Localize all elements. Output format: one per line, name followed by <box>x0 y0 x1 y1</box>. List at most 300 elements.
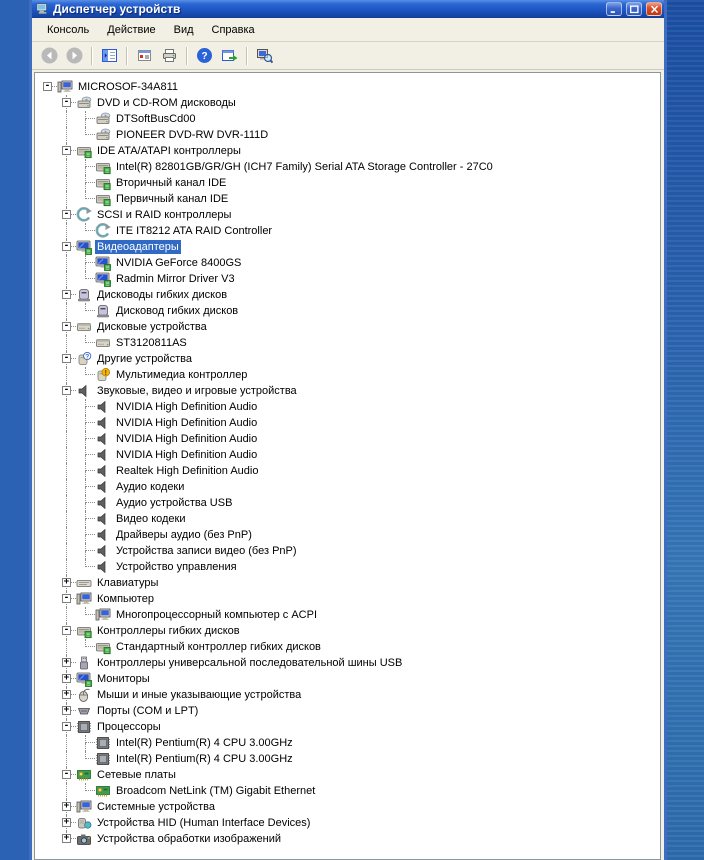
expand-toggle-minus[interactable]: - <box>63 769 70 779</box>
cdrom-device-icon <box>95 111 111 127</box>
tree-node-label[interactable]: Устройства обработки изображений <box>97 833 282 845</box>
tree-connector <box>76 111 95 127</box>
scan-hardware-changes-button[interactable] <box>253 45 276 67</box>
tree-node-label[interactable]: Видеоадаптеры <box>97 241 179 253</box>
tree-node-label[interactable]: NVIDIA High Definition Audio <box>116 449 258 461</box>
menu-item-help[interactable]: Справка <box>211 23 255 36</box>
tree-guide <box>38 815 57 831</box>
computer-device-icon <box>76 799 92 815</box>
tree-connector <box>76 607 95 623</box>
tree-node-label[interactable]: NVIDIA High Definition Audio <box>116 433 258 445</box>
tree-row[interactable] <box>38 479 658 495</box>
window-title: Диспетчер устройств <box>53 2 181 16</box>
unknown-device-icon <box>76 351 92 367</box>
audio-device-icon <box>95 479 111 495</box>
menu-item-console[interactable]: Консоль <box>47 23 90 36</box>
disk-device-icon <box>95 335 111 351</box>
tree-guide <box>57 543 76 559</box>
tree-node-label[interactable]: Устройство управления <box>116 561 237 573</box>
tree-node-label[interactable]: PIONEER DVD-RW DVR-111D <box>116 129 269 141</box>
tree-row[interactable] <box>38 831 658 847</box>
toolbar-separator <box>186 47 188 65</box>
tree-guide <box>57 495 76 511</box>
expand-toggle-minus[interactable]: - <box>44 81 51 91</box>
tree-connector <box>57 95 76 111</box>
tree-connector <box>57 287 76 303</box>
tree-row[interactable] <box>38 95 658 111</box>
toolbar-separator <box>126 47 128 65</box>
tree-guide <box>38 303 57 319</box>
tree-connector <box>57 207 76 223</box>
tree-row[interactable] <box>38 687 658 703</box>
tree-connector <box>76 463 95 479</box>
tree-row[interactable] <box>38 239 658 255</box>
tree-guide <box>57 175 76 191</box>
tree-connector <box>57 575 76 591</box>
expand-toggle-plus[interactable]: + <box>63 705 70 715</box>
expand-toggle-minus[interactable]: - <box>63 593 70 603</box>
tree-guide <box>38 191 57 207</box>
hid-device-icon <box>76 815 92 831</box>
tree-guide <box>57 191 76 207</box>
audio-device-icon <box>76 383 92 399</box>
tree-connector <box>76 367 95 383</box>
tree-row[interactable] <box>38 623 658 639</box>
tree-node-label[interactable]: Устройства записи видео (без PnP) <box>116 545 297 557</box>
tree-guide <box>38 591 57 607</box>
tree-connector <box>76 559 95 575</box>
tree-row[interactable] <box>38 607 658 623</box>
tree-node-label[interactable]: ST3120811AS <box>116 337 187 349</box>
tree-node-label[interactable]: Realtek High Definition Audio <box>116 465 259 477</box>
tree-connector <box>76 639 95 655</box>
tree-row[interactable] <box>38 751 658 767</box>
computer-device-icon <box>76 591 92 607</box>
tree-guide <box>57 527 76 543</box>
expand-toggle-plus[interactable]: + <box>63 577 70 587</box>
maximize-button[interactable] <box>626 2 642 16</box>
tree-connector <box>76 527 95 543</box>
tree-connector <box>76 735 95 751</box>
tree-row[interactable] <box>38 463 658 479</box>
tree-row[interactable] <box>38 447 658 463</box>
tree-connector <box>76 495 95 511</box>
tree-row[interactable] <box>38 319 658 335</box>
tree-node-label[interactable]: Broadcom NetLink (TM) Gigabit Ethernet <box>116 785 316 797</box>
tree-guide <box>57 415 76 431</box>
expand-toggle-minus[interactable]: - <box>63 721 70 731</box>
toolbar-separator <box>91 47 93 65</box>
tree-row[interactable] <box>38 767 658 783</box>
ide-device-icon <box>95 175 111 191</box>
tree-row[interactable] <box>38 527 658 543</box>
tree-guide <box>38 367 57 383</box>
floppy-device-icon <box>95 303 111 319</box>
svg-text:?: ? <box>85 353 90 361</box>
tree-guide <box>38 463 57 479</box>
tree-row[interactable] <box>38 575 658 591</box>
tree-row[interactable] <box>38 655 658 671</box>
tree-node-label[interactable]: Дисковод гибких дисков <box>116 305 239 317</box>
export-list-button[interactable] <box>218 45 241 67</box>
tree-guide <box>38 223 57 239</box>
tree-guide <box>38 495 57 511</box>
forward-button[interactable] <box>63 45 86 67</box>
tree-row[interactable] <box>38 815 658 831</box>
expand-toggle-minus[interactable]: - <box>63 321 70 331</box>
tree-row[interactable] <box>38 207 658 223</box>
tree-connector <box>76 479 95 495</box>
tree-node-label[interactable]: Порты (COM и LPT) <box>97 705 199 717</box>
expand-toggle-plus[interactable]: + <box>63 801 70 811</box>
device-manager-window <box>29 0 667 860</box>
tree-guide <box>38 623 57 639</box>
expand-toggle-plus[interactable]: + <box>63 689 70 699</box>
expand-toggle-minus[interactable]: - <box>63 289 70 299</box>
expand-toggle-minus[interactable]: - <box>63 241 70 251</box>
tree-guide <box>38 559 57 575</box>
tree-guide <box>38 511 57 527</box>
minimize-button[interactable] <box>606 2 622 16</box>
tree-row[interactable] <box>38 511 658 527</box>
audio-device-icon <box>95 527 111 543</box>
tree-guide <box>38 783 57 799</box>
console-content <box>32 70 664 860</box>
tree-node-label[interactable]: Системные устройства <box>97 801 216 813</box>
tree-guide <box>38 671 57 687</box>
tree-connector <box>57 383 76 399</box>
tree-guide <box>38 351 57 367</box>
tree-node-label[interactable]: Вторичный канал IDE <box>116 177 227 189</box>
tree-guide <box>38 111 57 127</box>
tree-row[interactable] <box>38 559 658 575</box>
tree-node-label[interactable]: DTSoftBusCd00 <box>116 113 196 125</box>
audio-device-icon <box>95 415 111 431</box>
tree-row[interactable] <box>38 783 658 799</box>
expand-toggle-minus[interactable]: - <box>63 385 70 395</box>
tree-node-label[interactable]: Первичный канал IDE <box>116 193 229 205</box>
tree-node-label[interactable]: MICROSOF-34A811 <box>78 81 179 93</box>
tree-guide <box>38 799 57 815</box>
tree-connector <box>76 751 95 767</box>
audio-device-icon <box>95 431 111 447</box>
export-window-icon <box>221 47 238 64</box>
tree-guide <box>57 303 76 319</box>
tree-guide <box>38 831 57 847</box>
menu-item-view[interactable]: Вид <box>173 23 194 36</box>
tree-guide <box>57 783 76 799</box>
tree-connector <box>57 831 76 847</box>
tree-connector <box>76 511 95 527</box>
tree-row[interactable] <box>38 143 658 159</box>
tree-node-label[interactable]: NVIDIA High Definition Audio <box>116 417 258 429</box>
cdrom-device-icon <box>95 127 111 143</box>
tree-row[interactable] <box>38 671 658 687</box>
tree-row[interactable] <box>38 287 658 303</box>
tree-connector <box>76 543 95 559</box>
tree-row[interactable] <box>38 383 658 399</box>
tree-node-label[interactable]: DVD и CD-ROM дисководы <box>97 97 236 109</box>
scsi-device-icon <box>95 223 111 239</box>
show-console-tree-button[interactable] <box>98 45 121 67</box>
tree-node-label[interactable]: Radmin Mirror Driver V3 <box>116 273 235 285</box>
tree-row[interactable] <box>38 495 658 511</box>
tree-guide <box>38 143 57 159</box>
close-button[interactable] <box>646 2 662 16</box>
tree-guide <box>38 607 57 623</box>
menu-bar <box>32 18 664 42</box>
device-manager-icon <box>36 2 50 16</box>
tree-node-label[interactable]: Мультимедиа контроллер <box>116 369 248 381</box>
tree-row[interactable] <box>38 703 658 719</box>
tree-row[interactable] <box>38 799 658 815</box>
audio-device-icon <box>95 559 111 575</box>
tree-connector <box>57 719 76 735</box>
tree-node-label[interactable]: NVIDIA High Definition Audio <box>116 401 258 413</box>
ide-device-icon <box>95 159 111 175</box>
tree-guide <box>38 255 57 271</box>
tree-guide <box>57 559 76 575</box>
tree-connector <box>76 271 95 287</box>
title-bar[interactable] <box>32 0 664 18</box>
tree-node-label[interactable]: Звуковые, видео и игровые устройства <box>97 385 297 397</box>
ide-device-icon <box>95 639 111 655</box>
tree-guide <box>57 255 76 271</box>
tree-row[interactable] <box>38 431 658 447</box>
tree-node-label[interactable]: Intel(R) 82801GB/GR/GH (ICH7 Family) Serial ATA Storage Controller - 27C0 <box>116 161 493 173</box>
tree-node-label[interactable]: IDE ATA/ATAPI контроллеры <box>97 145 241 157</box>
tree-connector <box>57 655 76 671</box>
ide-device-icon <box>95 191 111 207</box>
tree-guide <box>38 319 57 335</box>
tree-node-label[interactable]: Дисковые устройства <box>97 321 207 333</box>
tree-node-label[interactable]: Сетевые платы <box>97 769 176 781</box>
keyboard-device-icon <box>76 575 92 591</box>
tree-guide <box>57 463 76 479</box>
tree-node-label[interactable]: Мыши и иные указывающие устройства <box>97 689 302 701</box>
tree-node-label[interactable]: Другие устройства <box>97 353 192 365</box>
menu-item-action[interactable]: Действие <box>107 23 156 36</box>
arrow-right-circle-icon <box>66 47 83 64</box>
expand-toggle-plus[interactable]: + <box>63 673 70 683</box>
tree-row[interactable] <box>38 271 658 287</box>
tree-connector <box>57 703 76 719</box>
tree-row[interactable] <box>38 415 658 431</box>
tree-node-label[interactable]: Intel(R) Pentium(R) 4 CPU 3.00GHz <box>116 737 293 749</box>
cpu-device-icon <box>95 735 111 751</box>
tree-connector <box>57 623 76 639</box>
tree-node-label[interactable]: Дисководы гибких дисков <box>97 289 228 301</box>
tree-node-label[interactable]: Компьютер <box>97 593 154 605</box>
tree-guide <box>38 431 57 447</box>
tree-node-label[interactable]: Драйверы аудио (без PnP) <box>116 529 252 541</box>
audio-device-icon <box>95 447 111 463</box>
tree-row[interactable] <box>38 351 658 367</box>
tree-row[interactable] <box>38 303 658 319</box>
tree-node-label[interactable]: Аудио устройства USB <box>116 497 233 509</box>
tree-row[interactable] <box>38 127 658 143</box>
network-device-icon <box>76 767 92 783</box>
tree-node-label[interactable]: Устройства HID (Human Interface Devices) <box>97 817 311 829</box>
tree-guide <box>38 335 57 351</box>
properties-window-icon <box>136 47 153 64</box>
tree-row[interactable] <box>38 191 658 207</box>
tree-guide <box>57 735 76 751</box>
tree-guide <box>38 159 57 175</box>
computer-magnifier-icon <box>256 47 273 64</box>
tree-row[interactable] <box>38 399 658 415</box>
tree-connector <box>76 399 95 415</box>
tree-node-label[interactable]: Видео кодеки <box>116 513 186 525</box>
tree-guide <box>38 655 57 671</box>
tree-connector <box>76 303 95 319</box>
tree-connector <box>76 415 95 431</box>
tree-row[interactable] <box>38 255 658 271</box>
properties-button[interactable] <box>133 45 156 67</box>
tree-row[interactable] <box>38 735 658 751</box>
tree-guide <box>38 735 57 751</box>
back-button[interactable] <box>38 45 61 67</box>
tree-row[interactable] <box>38 175 658 191</box>
mouse-device-icon <box>76 687 92 703</box>
warning-device-icon <box>95 367 111 383</box>
port-device-icon <box>76 703 92 719</box>
tree-row[interactable] <box>38 223 658 239</box>
tree-connector <box>76 127 95 143</box>
printer-icon <box>161 47 178 64</box>
tree-node-label[interactable]: NVIDIA GeForce 8400GS <box>116 257 242 269</box>
expand-toggle-minus[interactable]: - <box>63 209 70 219</box>
tree-guide <box>38 239 57 255</box>
tree-node-label[interactable]: Клавиатуры <box>97 577 159 589</box>
tree-guide <box>38 687 57 703</box>
expand-toggle-plus[interactable]: + <box>63 657 70 667</box>
tree-guide <box>38 703 57 719</box>
tree-guide <box>38 527 57 543</box>
tree-node-label[interactable]: SCSI и RAID контроллеры <box>97 209 232 221</box>
tree-node-label[interactable]: Аудио кодеки <box>116 481 185 493</box>
tree-node-label[interactable]: Intel(R) Pentium(R) 4 CPU 3.00GHz <box>116 753 293 765</box>
disk-device-icon <box>76 319 92 335</box>
expand-toggle-minus[interactable]: - <box>63 97 70 107</box>
tree-guide <box>38 447 57 463</box>
tree-guide <box>38 287 57 303</box>
audio-device-icon <box>95 495 111 511</box>
audio-device-icon <box>95 399 111 415</box>
tree-guide <box>57 639 76 655</box>
tree-guide <box>57 335 76 351</box>
tree-row[interactable] <box>38 591 658 607</box>
tree-guide <box>57 399 76 415</box>
tree-guide <box>38 175 57 191</box>
arrow-left-circle-icon <box>41 47 58 64</box>
audio-device-icon <box>95 463 111 479</box>
tree-guide <box>57 223 76 239</box>
scsi-device-icon <box>76 207 92 223</box>
tree-connector <box>76 223 95 239</box>
tree-row[interactable] <box>38 639 658 655</box>
tree-node-label[interactable]: Многопроцессорный компьютер с ACPI <box>116 609 318 621</box>
tree-guide <box>38 415 57 431</box>
network-device-icon <box>95 783 111 799</box>
tree-guide <box>38 719 57 735</box>
tree-guide <box>57 111 76 127</box>
tree-connector <box>76 191 95 207</box>
expand-toggle-plus[interactable]: + <box>63 833 70 843</box>
tree-guide <box>57 751 76 767</box>
tree-guide <box>38 271 57 287</box>
floppy-device-icon <box>76 287 92 303</box>
cpu-device-icon <box>76 719 92 735</box>
tree-row[interactable] <box>38 79 658 95</box>
tree-connector <box>57 799 76 815</box>
device-tree[interactable] <box>34 72 661 860</box>
video-device-icon <box>95 255 111 271</box>
tree-node-label[interactable]: Стандартный контроллер гибких дисков <box>116 641 321 653</box>
audio-device-icon <box>95 543 111 559</box>
video-device-icon <box>76 671 92 687</box>
tree-connector <box>38 79 57 95</box>
toolbar-separator <box>246 47 248 65</box>
tree-node-label[interactable]: Процессоры <box>97 721 161 733</box>
video-device-icon <box>76 239 92 255</box>
console-tree-icon <box>101 47 118 64</box>
tree-guide <box>38 479 57 495</box>
expand-toggle-minus[interactable]: - <box>63 353 70 363</box>
tree-row[interactable] <box>38 159 658 175</box>
cdrom-device-icon <box>76 95 92 111</box>
tree-connector <box>57 319 76 335</box>
tree-connector <box>57 687 76 703</box>
tree-guide <box>57 127 76 143</box>
audio-device-icon <box>95 511 111 527</box>
tree-connector <box>76 159 95 175</box>
expand-toggle-minus[interactable]: - <box>63 625 70 635</box>
tree-node-label[interactable]: Контроллеры гибких дисков <box>97 625 240 637</box>
tree-guide <box>57 367 76 383</box>
tree-guide <box>38 399 57 415</box>
tree-row[interactable] <box>38 111 658 127</box>
tree-connector <box>76 175 95 191</box>
tree-row[interactable] <box>38 719 658 735</box>
computer-device-icon <box>95 607 111 623</box>
expand-toggle-minus[interactable]: - <box>63 145 70 155</box>
tree-node-label[interactable]: ITE IT8212 ATA RAID Controller <box>116 225 273 237</box>
tree-row[interactable] <box>38 335 658 351</box>
tree-guide <box>38 127 57 143</box>
computer-device-icon <box>57 79 73 95</box>
tree-node-label[interactable]: Мониторы <box>97 673 150 685</box>
tree-row[interactable] <box>38 367 658 383</box>
tree-connector <box>57 815 76 831</box>
help-button[interactable] <box>193 45 216 67</box>
tree-guide <box>38 207 57 223</box>
tree-connector <box>57 767 76 783</box>
tree-node-label[interactable]: Контроллеры универсальной последовательной шины USB <box>97 657 403 669</box>
tree-connector <box>76 783 95 799</box>
imaging-device-icon <box>76 831 92 847</box>
tree-row[interactable] <box>38 543 658 559</box>
desktop-background-right <box>667 0 704 860</box>
tree-guide <box>57 479 76 495</box>
expand-toggle-plus[interactable]: + <box>63 817 70 827</box>
usb-device-icon <box>76 655 92 671</box>
tree-guide <box>38 639 57 655</box>
cpu-device-icon <box>95 751 111 767</box>
print-button[interactable] <box>158 45 181 67</box>
desktop-background-left <box>0 0 29 860</box>
tree-connector <box>57 351 76 367</box>
